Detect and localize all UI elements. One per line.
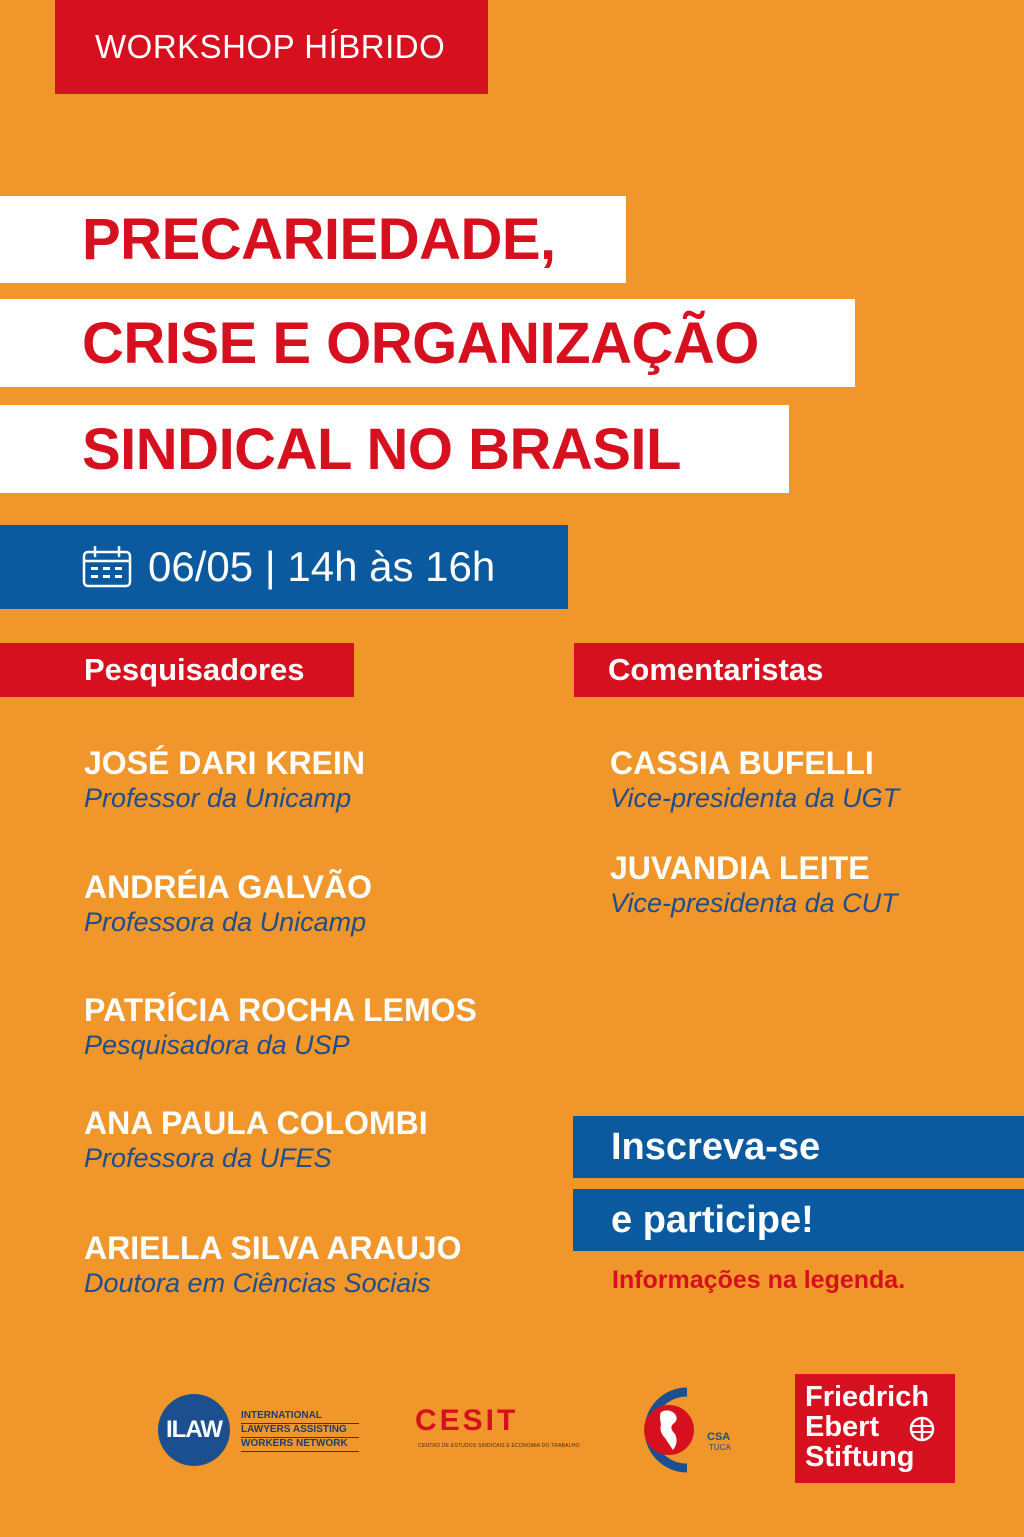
researcher-role: Professora da UFES bbox=[84, 1143, 332, 1173]
researcher-item bbox=[84, 868, 372, 938]
date-bar bbox=[0, 525, 568, 609]
ilaw-logo-mark bbox=[158, 1394, 230, 1466]
ilaw-line-2: LAWYERS ASSISTING bbox=[241, 1424, 359, 1438]
cta-line-1: Inscreva-se bbox=[611, 1125, 821, 1168]
calendar-icon bbox=[82, 546, 132, 588]
title-line-1: PRECARIEDADE, bbox=[82, 207, 556, 272]
fes-emblem-icon bbox=[908, 1415, 936, 1443]
researcher-role: Professor da Unicamp bbox=[84, 783, 352, 813]
title-line-3: SINDICAL NO BRASIL bbox=[82, 416, 681, 482]
researcher-item bbox=[84, 1104, 428, 1174]
researcher-item bbox=[84, 991, 477, 1061]
csa-logo-subtext: TUCA bbox=[709, 1443, 731, 1452]
researcher-item bbox=[84, 744, 365, 814]
cesit-logo-word: CESIT bbox=[415, 1404, 519, 1437]
fes-line-3: Stiftung bbox=[805, 1441, 915, 1473]
ilaw-logo-wordmark bbox=[241, 1410, 359, 1452]
csa-logo-text: CSA bbox=[707, 1431, 731, 1443]
researcher-role: Doutora em Ciências Sociais bbox=[84, 1268, 431, 1298]
cta-line-2-bar bbox=[573, 1189, 1024, 1251]
commentator-item bbox=[610, 849, 898, 919]
researcher-name: ANDRÉIA GALVÃO bbox=[84, 869, 372, 905]
commentators-heading: Comentaristas bbox=[608, 652, 824, 687]
fes-logo bbox=[795, 1374, 955, 1483]
csa-logo bbox=[625, 1382, 745, 1478]
researcher-role: Pesquisadora da USP bbox=[84, 1030, 350, 1060]
date-time-text: 06/05 | 14h às 16h bbox=[148, 543, 496, 590]
cta-line-2: e participe! bbox=[611, 1198, 814, 1241]
event-type-label: WORKSHOP HÍBRIDO bbox=[95, 28, 446, 65]
researcher-name: JOSÉ DARI KREIN bbox=[84, 745, 365, 781]
ilaw-line-1: INTERNATIONAL bbox=[241, 1410, 359, 1424]
researcher-name: ANA PAULA COLOMBI bbox=[84, 1105, 428, 1141]
commentator-name: CASSIA BUFELLI bbox=[610, 745, 874, 781]
researcher-item bbox=[84, 1229, 461, 1299]
researcher-name: ARIELLA SILVA ARAUJO bbox=[84, 1230, 462, 1266]
title-line-1-bar bbox=[0, 196, 626, 283]
commentator-role: Vice-presidenta da UGT bbox=[610, 783, 900, 813]
cta-info-text: Informações na legenda. bbox=[612, 1266, 906, 1294]
researcher-role: Professora da Unicamp bbox=[84, 907, 367, 937]
fes-line-2: Ebert bbox=[805, 1411, 880, 1443]
researchers-heading: Pesquisadores bbox=[84, 652, 305, 687]
cesit-logo-subtitle: CENTRO DE ESTUDOS SINDICAIS E ECONOMIA DO TRABALHO bbox=[418, 1443, 580, 1449]
title-line-2-bar bbox=[0, 299, 855, 387]
commentator-item bbox=[610, 744, 899, 814]
title-line-3-bar bbox=[0, 405, 789, 493]
commentator-name: JUVANDIA LEITE bbox=[610, 850, 870, 886]
commentator-role: Vice-presidenta da CUT bbox=[610, 888, 898, 918]
ilaw-logo-text: ILAW bbox=[166, 1416, 222, 1443]
researchers-heading-bar bbox=[0, 643, 354, 697]
ilaw-line-3: WORKERS NETWORK bbox=[241, 1438, 359, 1452]
cta-line-1-bar bbox=[573, 1116, 1024, 1178]
event-type-tag bbox=[55, 0, 488, 94]
fes-line-1: Friedrich bbox=[805, 1381, 930, 1413]
researcher-name: PATRÍCIA ROCHA LEMOS bbox=[84, 992, 477, 1028]
title-line-2: CRISE E ORGANIZAÇÃO bbox=[82, 310, 759, 376]
commentators-heading-bar bbox=[574, 643, 1024, 697]
